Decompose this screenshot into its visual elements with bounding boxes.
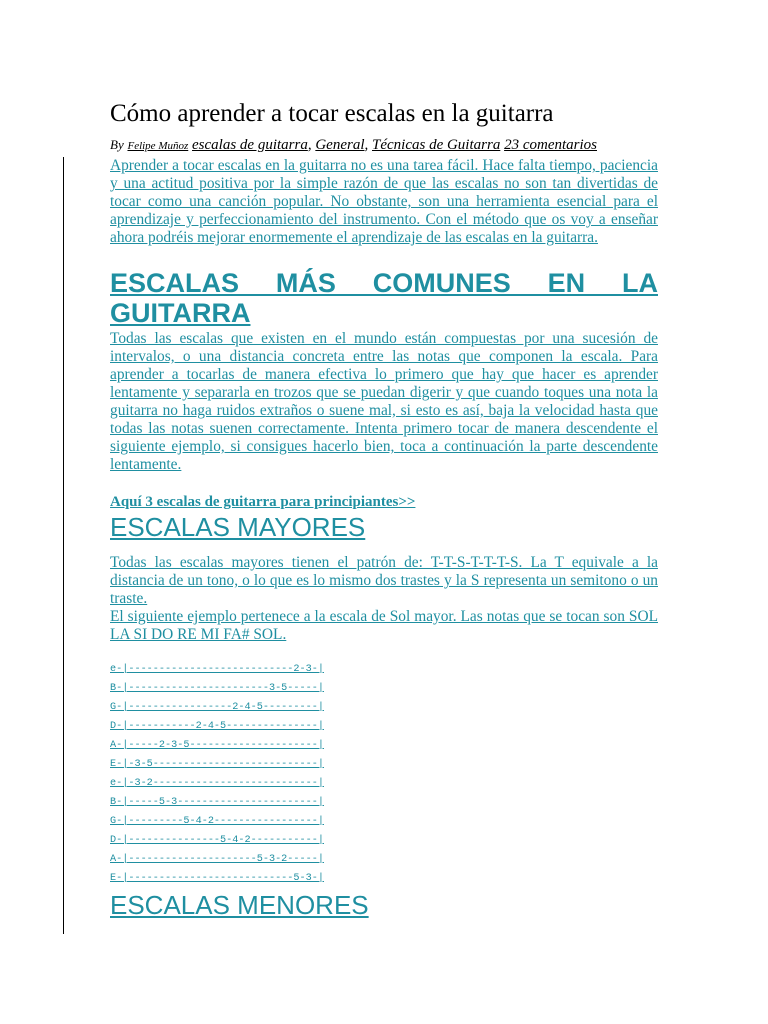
tab-line[interactable]: e-|-3-2---------------------------| xyxy=(110,778,324,789)
section-heading-line1: ESCALAS MÁS COMUNES EN LA xyxy=(110,268,658,298)
tab-line[interactable]: B-|-----5-3-----------------------| xyxy=(110,797,324,808)
article-title: Cómo aprender a tocar escalas en la guitarra xyxy=(110,100,554,127)
tab-line[interactable]: E-|-3-5---------------------------| xyxy=(110,759,324,770)
category-link-escalas[interactable]: escalas de guitarra xyxy=(192,137,308,153)
tab-line[interactable]: G-|---------5-4-2-----------------| xyxy=(110,816,324,827)
sol-major-paragraph[interactable]: El siguiente ejemplo pertenece a la escala de Sol mayor. Las notas que se tocan son SOL LA SI DO RE MI FA# SOL. xyxy=(110,608,658,643)
tab-line[interactable]: B-|-----------------------3-5-----| xyxy=(110,683,324,694)
author-link[interactable]: Felipe Muñoz xyxy=(127,140,189,152)
common-scales-paragraph[interactable]: Todas las escalas que existen en el mundo están compuestas por una sucesión de intervalos, o una distancia concreta entre las notas que componen la escala. Para aprender a tocarlas de manera efectiva lo primero que hay que hacer es aprender lentamente y separarla en trozos que se puedan digerir y que cuando toques una nota la guitarra no haga ruidos extraños o suene mal, si esto es así, baja la velocidad hasta que todas las notas suenen correctamente. Intenta primero tocar de manera descendente el siguiente ejemplo, si consigues hacerlo bien, toca a continuación la parte descendente lentamente. xyxy=(110,330,658,473)
section-heading-major-scales[interactable]: ESCALAS MAYORES xyxy=(110,512,366,542)
tab-line[interactable]: G-|-----------------2-4-5---------| xyxy=(110,702,324,713)
guitar-tab xyxy=(110,660,324,888)
category-link-tecnicas[interactable]: Técnicas de Guitarra xyxy=(372,137,501,153)
category-link-general[interactable]: General xyxy=(315,137,365,153)
category-separator: , xyxy=(364,137,372,153)
byline xyxy=(110,136,597,155)
tab-line[interactable]: D-|-----------2-4-5---------------| xyxy=(110,721,324,732)
byline-by: By xyxy=(110,137,124,152)
major-scales-paragraph[interactable]: Todas las escalas mayores tienen el patrón de: T-T-S-T-T-T-S. La T equivale a la distancia de un tono, o lo que es lo mismo dos trastes y la S representa un semitono o un traste. xyxy=(110,554,658,607)
section-heading-minor-scales[interactable]: ESCALAS MENORES xyxy=(110,890,369,920)
tab-line[interactable]: A-|---------------------5-3-2-----| xyxy=(110,854,324,865)
comments-link[interactable]: 23 comentarios xyxy=(504,137,597,153)
section-heading-common-scales[interactable] xyxy=(110,268,658,328)
beginner-scales-link[interactable]: Aquí 3 escalas de guitarra para principiantes>> xyxy=(110,494,416,510)
section-heading-line2: GUITARRA xyxy=(110,298,251,328)
tab-line[interactable]: e-|---------------------------2-3-| xyxy=(110,664,324,675)
tab-line[interactable]: E-|---------------------------5-3-| xyxy=(110,873,324,884)
tab-line[interactable]: A-|-----2-3-5---------------------| xyxy=(110,740,324,751)
margin-rule xyxy=(63,157,64,934)
category-separator: , xyxy=(307,137,316,153)
intro-paragraph[interactable]: Aprender a tocar escalas en la guitarra no es una tarea fácil. Hace falta tiempo, paciencia y una actitud positiva por la simple razón de que las escalas no son tan divertidas de tocar como una canción popular. No obstante, son una herramienta esencial para el aprendizaje y perfeccionamiento del instrumento. Con el método que os voy a enseñar ahora podréis mejorar enormemente el aprendizaje de las escalas en la guitarra. xyxy=(110,157,658,246)
tab-line[interactable]: D-|---------------5-4-2-----------| xyxy=(110,835,324,846)
